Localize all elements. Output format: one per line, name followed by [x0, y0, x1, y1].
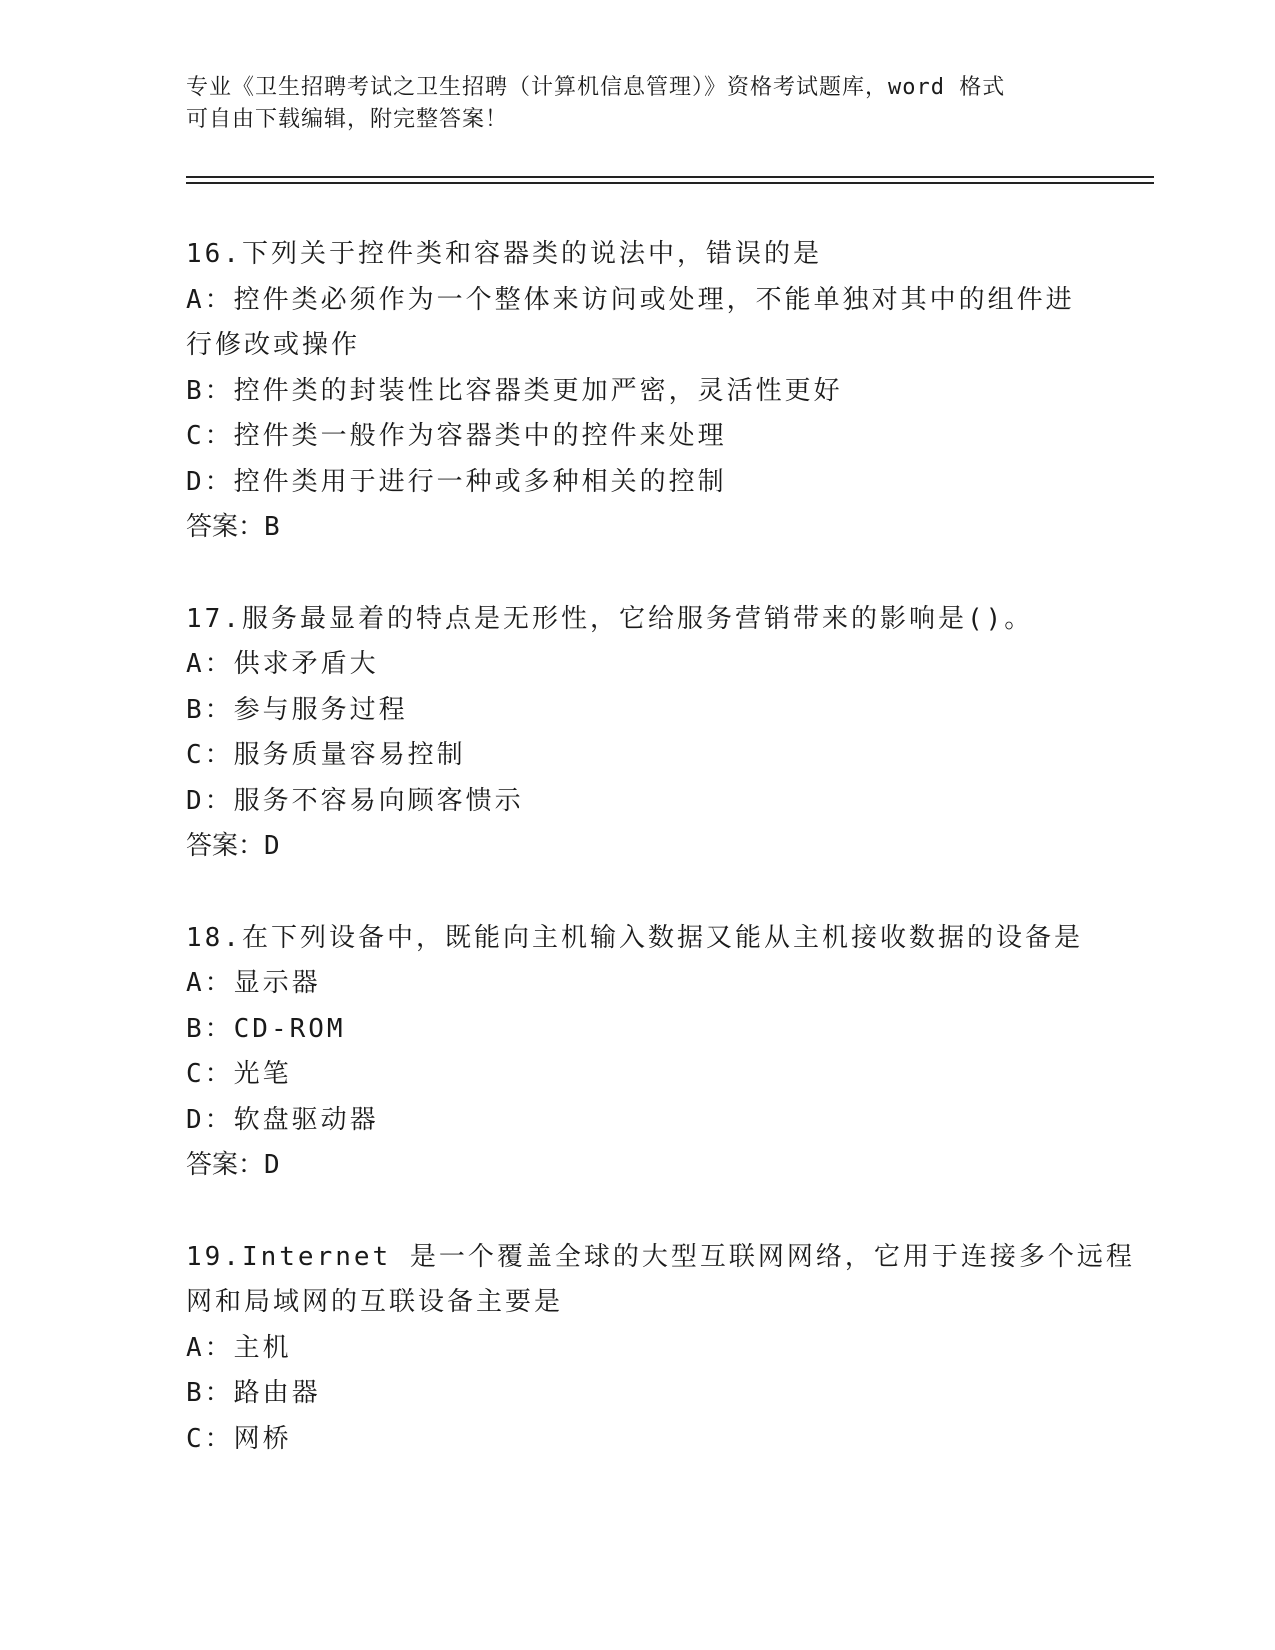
question-list [186, 232, 1135, 1508]
header-line-1: 专业《卫生招聘考试之卫生招聘（计算机信息管理）》资格考试题库，word 格式 [186, 75, 1006, 100]
answer-option: 行修改或操作 [186, 330, 361, 360]
answer-label: 答案： [186, 831, 265, 861]
question-item [186, 916, 1086, 1189]
answer-value: D [264, 831, 280, 861]
question-item [186, 1235, 1135, 1463]
answer-option: B：路由器 [186, 1378, 321, 1408]
answer-option: B：参与服务过程 [186, 694, 408, 725]
answer-key [186, 1143, 1086, 1189]
header-line-2: 可自由下载编辑，附完整答案！ [186, 107, 509, 132]
question-stem: 18.在下列设备中，既能向主机输入数据又能从主机接收数据的设备是 [186, 922, 1083, 953]
answer-option: C：网桥 [186, 1423, 292, 1454]
answer-key [186, 505, 1086, 551]
answer-option: C：服务质量容易控制 [186, 740, 466, 770]
answer-option: A：主机 [186, 1332, 292, 1363]
answer-option: D：服务不容易向顾客愦示 [186, 785, 524, 816]
question-stem: 17.服务最显着的特点是无形性，它给服务营销带来的影响是()。 [186, 603, 1034, 634]
answer-value: D [264, 1150, 280, 1180]
header-divider-top [186, 176, 1154, 178]
question-stem: 网和局域网的互联设备主要是 [186, 1287, 564, 1317]
header-divider-bottom [186, 182, 1154, 184]
answer-key [186, 824, 1086, 870]
answer-option: A：供求矛盾大 [186, 649, 379, 679]
answer-option: B：CD-ROM [186, 1013, 346, 1044]
document-header [186, 72, 1086, 136]
answer-value: B [264, 512, 280, 542]
answer-option: A：显示器 [186, 968, 321, 998]
question-item [186, 597, 1086, 870]
answer-option: D：控件类用于进行一种或多种相关的控制 [186, 466, 727, 497]
answer-option: D：软盘驱动器 [186, 1104, 379, 1135]
answer-label: 答案： [186, 512, 265, 542]
answer-label: 答案： [186, 1150, 265, 1180]
answer-option: A：控件类必须作为一个整体来访问或处理，不能单独对其中的组件进 [186, 284, 1075, 315]
question-stem: 16.下列关于控件类和容器类的说法中，错误的是 [186, 239, 822, 269]
question-item [186, 232, 1086, 551]
answer-option: C：光笔 [186, 1059, 292, 1089]
answer-option: B：控件类的封装性比容器类更加严密，灵活性更好 [186, 375, 843, 406]
answer-option: C：控件类一般作为容器类中的控件来处理 [186, 421, 727, 451]
question-stem: 19.Internet 是一个覆盖全球的大型互联网网络，它用于连接多个远程 [186, 1241, 1135, 1272]
